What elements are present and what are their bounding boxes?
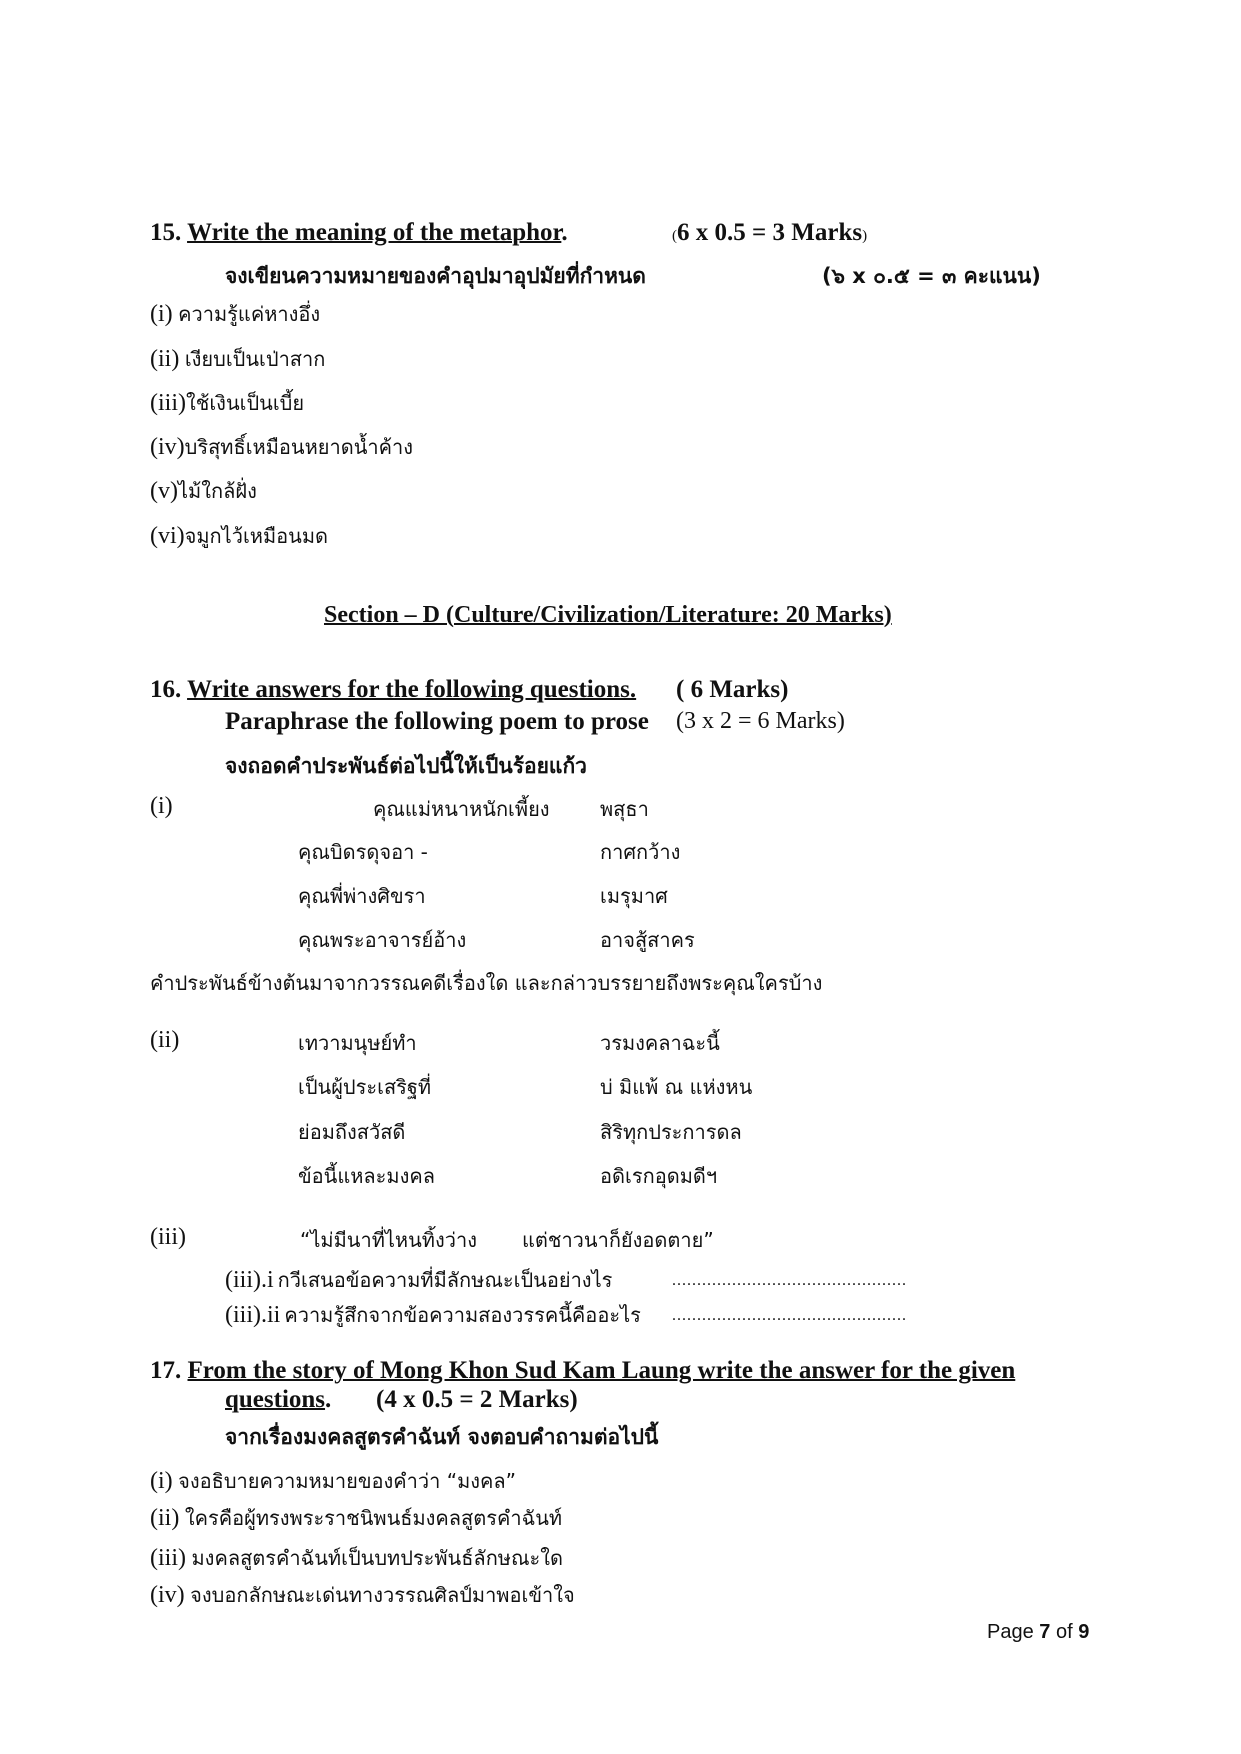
answer-blank: ...............................................: [672, 1272, 907, 1289]
poem-line-b: กาศกว้าง: [600, 840, 681, 864]
poem-line-b: เมรุมาศ: [600, 884, 668, 908]
q15-title: Write the meaning of the metaphor: [187, 219, 562, 246]
q17-title-line2: questions: [225, 1386, 326, 1413]
poem-line-b: วรมงคลาฉะนี้: [600, 1031, 720, 1055]
poem-line-a: คุณบิดรดุจอา -: [298, 840, 428, 864]
poem1-question: คำประพันธ์ข้างต้นมาจากวรรณคดีเรื่องใด และกล่าวบรรยายถึงพระคุณใครบ้าง: [150, 971, 823, 995]
q17-number: 17.: [150, 1357, 182, 1384]
q16-marks: ( 6 Marks): [676, 676, 789, 703]
poem-line-a: เป็นผู้ประเสริฐที่: [298, 1075, 432, 1099]
q15-number: 15.: [150, 219, 182, 246]
q17-heading-line2: questions.: [225, 1386, 332, 1413]
poem-line-a: คุณพระอาจารย์อ้าง: [298, 928, 467, 952]
poem3-line-a: “ไม่มีนาที่ไหนทิ้งว่าง: [300, 1228, 477, 1252]
poem3-line-b: แต่ชาวนาก็ยังอดตาย”: [522, 1228, 714, 1252]
poem-line-b: อดิเรกอุดมดีฯ: [600, 1164, 718, 1188]
q16-sub-marks: (3 x 2 = 6 Marks): [676, 708, 845, 734]
q16-title: Write answers for the following questions.: [187, 676, 637, 703]
poem-line-a: ย่อมถึงสวัสดี: [298, 1120, 406, 1144]
q15-item: (iv)บริสุทธิ์เหมือนหยาดน้ำค้าง: [150, 434, 413, 460]
q17-item: (iii) มงคลสูตรคำฉันท์เป็นบทประพันธ์ลักษณะใด: [150, 1545, 564, 1571]
poem3-subquestion: (iii).i กวีเสนอข้อความที่มีลักษณะเป็นอย่างไร: [225, 1267, 613, 1293]
q17-heading: [150, 1357, 1015, 1385]
q15-item: (vi)จมูกไว้เหมือนมด: [150, 523, 329, 549]
q15-item: (iii)ใช้เงินเป็นเบี้ย: [150, 390, 305, 416]
poem-line-b: บ่ มิแพ้ ณ แห่งหน: [600, 1075, 753, 1099]
poem2-label: (ii): [150, 1027, 180, 1053]
poem3-subquestion: (iii).ii ความรู้สึกจากข้อความสองวรรคนี้คืออะไร: [225, 1302, 641, 1328]
q17-marks: (4 x 0.5 = 2 Marks): [376, 1386, 578, 1413]
poem3-label: (iii): [150, 1224, 186, 1250]
q15-marks: (6 x 0.5 = 3 Marks): [672, 219, 868, 246]
q17-item: (ii) ใครคือผู้ทรงพระราชนิพนธ์มงคลสูตรคำฉันท์: [150, 1505, 563, 1531]
q17-thai-instruction: จากเรื่องมงคลสูตรคำฉันท์ จงตอบคำถามต่อไปนี้: [225, 1425, 659, 1449]
poem-line-b: สิริทุกประการดล: [600, 1120, 742, 1144]
q15-item: (i) ความรู้แค่หางอึ่ง: [150, 301, 321, 327]
poem-line-a: ข้อนี้แหละมงคล: [298, 1164, 436, 1188]
poem-line-a: เทวามนุษย์ทำ: [298, 1031, 417, 1055]
q17-item: (i) จงอธิบายความหมายของคำว่า “มงคล”: [150, 1468, 517, 1494]
poem-line-a: คุณแม่หนาหนักเพี้ยง: [373, 797, 550, 821]
q15-thai-instruction: จงเขียนความหมายของคำอุปมาอุปมัยที่กำหนด: [225, 264, 646, 288]
q16-thai-instruction: จงถอดคำประพันธ์ต่อไปนี้ให้เป็นร้อยแก้ว: [225, 754, 587, 778]
q16-subtitle: Paraphrase the following poem to prose: [225, 708, 649, 735]
poem-line-b: อาจสู้สาคร: [600, 928, 695, 952]
answer-blank: ...............................................: [672, 1307, 907, 1324]
q15-heading: 15. Write the meaning of the metaphor.: [150, 219, 568, 246]
q17-item: (iv) จงบอกลักษณะเด่นทางวรรณศิลป์มาพอเข้าใจ: [150, 1582, 575, 1608]
poem1-label: (i): [150, 793, 173, 819]
q15-thai-marks: (๖ x ๐.๕ = ๓ คะแนน): [822, 264, 1041, 288]
section-d-title: Section – D (Culture/Civilization/Literature: 20 Marks): [324, 602, 892, 628]
poem-line-b: พสุธา: [600, 797, 649, 821]
page-number: Page 7 of 9: [987, 1621, 1090, 1643]
q17-title-line1: From the story of Mong Khon Sud Kam Laung write the answer for the given: [187, 1357, 1016, 1384]
q16-heading: [150, 676, 636, 704]
q15-item: (ii) เงียบเป็นเป่าสาก: [150, 346, 326, 372]
poem-line-a: คุณพี่พ่างศิขรา: [298, 884, 426, 908]
q15-item: (v)ไม้ใกล้ฝั่ง: [150, 478, 257, 504]
q16-number: 16.: [150, 676, 182, 703]
